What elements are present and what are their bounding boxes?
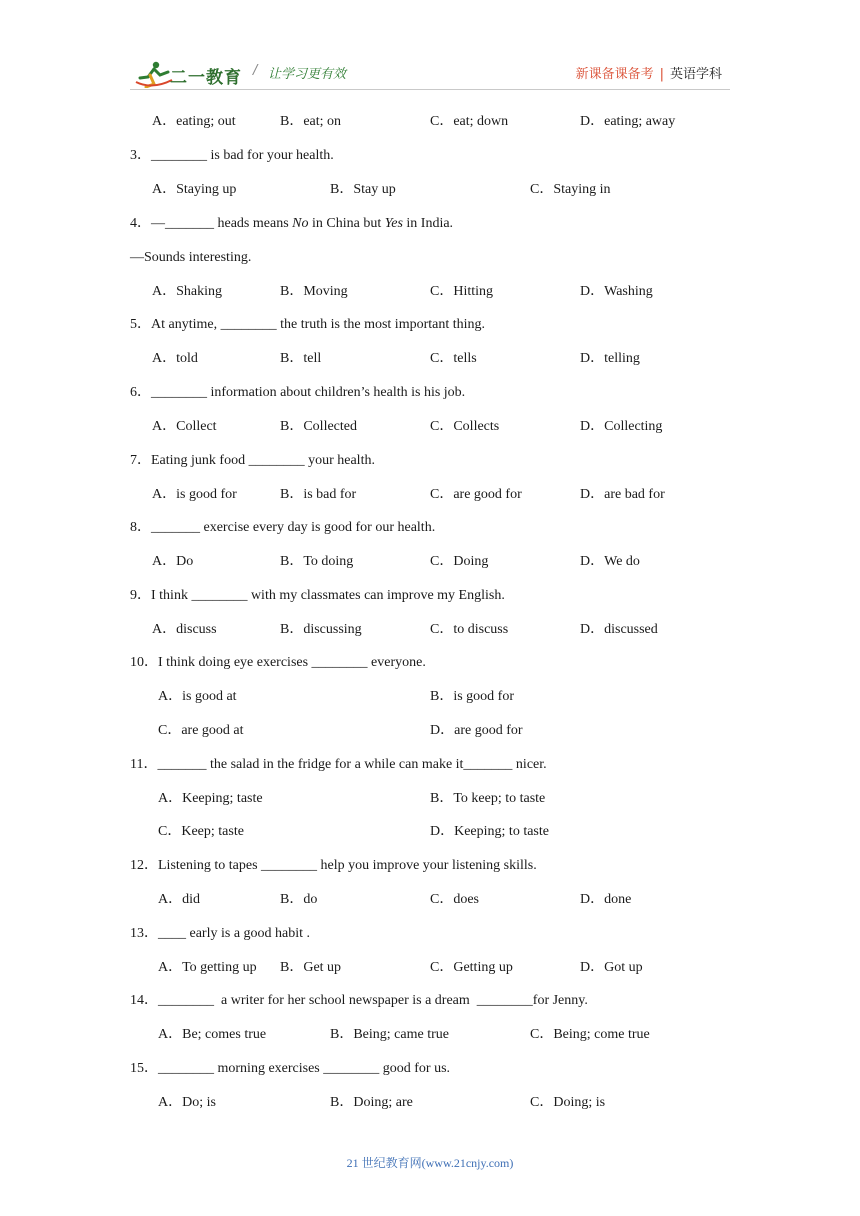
option-q7-d: D．are bad for [580, 487, 665, 502]
option-q4-d: D．Washing [580, 284, 653, 299]
option-q5-d: D．telling [580, 351, 640, 366]
option-q8-c: C．Doing [430, 554, 489, 569]
question-13-stem: 13．____ early is a good habit . [130, 926, 311, 941]
option-q11-a: A．Keeping; taste [158, 791, 263, 806]
header-course-label: 新课备课备考 [575, 67, 654, 82]
question-12-stem: 12．Listening to tapes ________ help you improve your listening skills. [130, 858, 537, 873]
option-q4-b: B．Moving [280, 284, 348, 299]
option-q10-c: C．are good at [158, 723, 244, 738]
header-rule [130, 89, 730, 90]
option-q2-d: D．eating; away [580, 114, 676, 129]
page-footer: 21 世纪教育网(www.21cnjy.com) [346, 1156, 514, 1170]
page-header [130, 56, 730, 90]
option-q6-c: C．Collects [430, 419, 500, 434]
option-q10-d: D．are good for [430, 723, 523, 738]
question-4-response: —Sounds interesting. [130, 250, 252, 265]
header-subject-label: 英语学科 [669, 67, 722, 82]
option-q14-c: C．Being; come true [530, 1027, 650, 1042]
option-q6-a: A．Collect [152, 419, 217, 434]
question-11-stem: 11．_______ the salad in the fridge for a while can make it_______ nicer. [130, 757, 547, 772]
option-q15-c: C．Doing; is [530, 1095, 606, 1110]
header-slash: / [253, 63, 258, 78]
option-q8-a: A．Do [152, 554, 194, 569]
option-q15-a: A．Do; is [158, 1095, 216, 1110]
option-q7-c: C．are good for [430, 487, 522, 502]
question-3-stem: 3．________ is bad for your health. [130, 148, 334, 163]
option-q11-c: C．Keep; taste [158, 824, 244, 839]
option-q2-c: C．eat; down [430, 114, 509, 129]
option-q9-c: C．to discuss [430, 622, 509, 637]
option-q14-a: A．Be; comes true [158, 1027, 267, 1042]
question-4-stem: 4．—_______ heads means No in China but Yes in India. [130, 216, 454, 231]
option-q2-b: B．eat; on [280, 114, 342, 129]
option-q13-d: D．Got up [580, 960, 643, 975]
option-q13-c: C．Getting up [430, 960, 513, 975]
option-q2-a: A．eating; out [152, 114, 236, 129]
option-q10-a: A．is good at [158, 689, 237, 704]
header-slogan: 让学习更有效 [268, 67, 347, 82]
option-q9-b: B．discussing [280, 622, 362, 637]
option-q13-a: A．To getting up [158, 960, 257, 975]
header-separator: | [659, 67, 664, 82]
runner-logo-icon [134, 60, 174, 88]
option-q13-b: B．Get up [280, 960, 342, 975]
question-8-stem: 8．_______ exercise every day is good for our health. [130, 520, 436, 535]
question-14-stem: 14．________ a writer for her school newspaper is a dream ________for Jenny. [130, 993, 588, 1008]
option-q12-c: C．does [430, 892, 479, 907]
option-q8-d: D．We do [580, 554, 640, 569]
option-q12-a: A．did [158, 892, 200, 907]
option-q9-d: D．discussed [580, 622, 658, 637]
option-q9-a: A．discuss [152, 622, 217, 637]
option-q7-a: A．is good for [152, 487, 237, 502]
option-q15-b: B．Doing; are [330, 1095, 413, 1110]
option-q4-c: C．Hitting [430, 284, 494, 299]
option-q12-d: D．done [580, 892, 632, 907]
question-6-stem: 6．________ information about children’s health is his job. [130, 385, 466, 400]
question-15-stem: 15．________ morning exercises ________ good for us. [130, 1061, 451, 1076]
question-5-stem: 5．At anytime, ________ the truth is the most important thing. [130, 317, 486, 332]
header-right [576, 63, 722, 82]
option-q10-b: B．is good for [430, 689, 514, 704]
question-7-stem: 7．Eating junk food ________ your health. [130, 453, 375, 468]
option-q3-b: B．Stay up [330, 182, 396, 197]
option-q11-d: D．Keeping; to taste [430, 824, 549, 839]
option-q5-a: A．told [152, 351, 198, 366]
option-q6-d: D．Collecting [580, 419, 663, 434]
option-q5-c: C．tells [430, 351, 477, 366]
question-9-stem: 9．I think ________ with my classmates can improve my English. [130, 588, 505, 603]
option-q11-b: B．To keep; to taste [430, 791, 546, 806]
logo-text: 二一教育 [170, 68, 242, 88]
option-q12-b: B．do [280, 892, 318, 907]
option-q6-b: B．Collected [280, 419, 357, 434]
option-q3-c: C．Staying in [530, 182, 611, 197]
brand-logo [130, 58, 250, 88]
option-q7-b: B．is bad for [280, 487, 357, 502]
option-q4-a: A．Shaking [152, 284, 222, 299]
option-q5-b: B．tell [280, 351, 322, 366]
option-q14-b: B．Being; came true [330, 1027, 449, 1042]
option-q8-b: B．To doing [280, 554, 354, 569]
option-q3-a: A．Staying up [152, 182, 237, 197]
question-10-stem: 10．I think doing eye exercises ________ everyone. [130, 655, 426, 670]
